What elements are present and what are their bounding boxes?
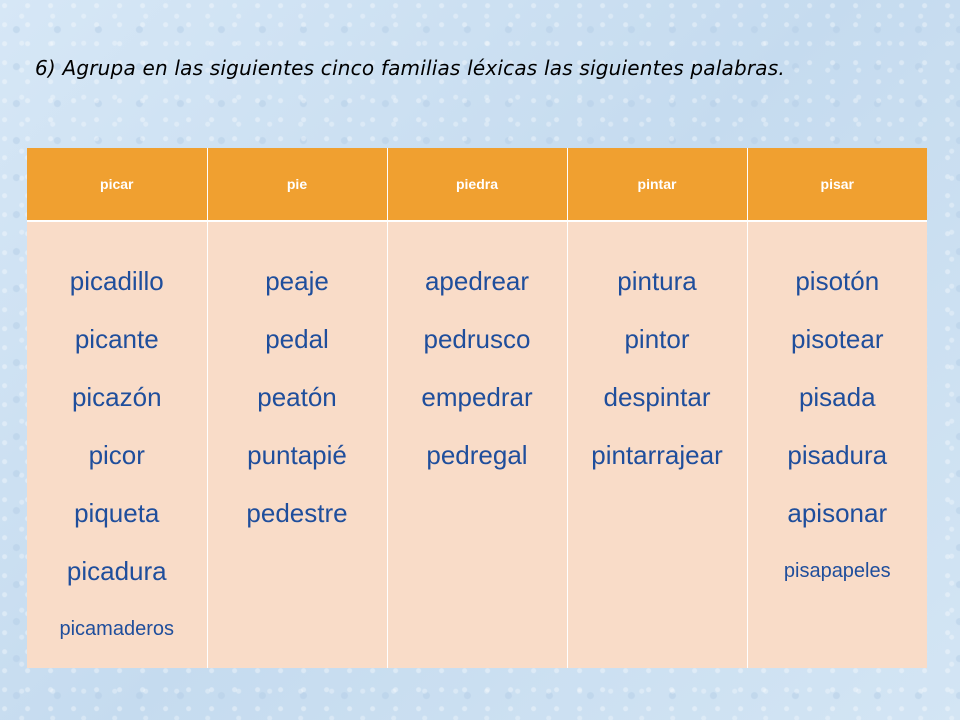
word-item: picamaderos: [59, 618, 174, 640]
header-pie: pie: [207, 148, 387, 221]
exercise-instruction: 6) Agrupa en las siguientes cinco familias léxicas las siguientes palabras.: [35, 56, 785, 80]
word-item: peaje: [265, 266, 329, 296]
column-picar: [27, 221, 207, 668]
word-item: apedrear: [424, 266, 530, 296]
column-pisar: [747, 221, 927, 668]
word-item: piqueta: [74, 498, 160, 528]
word-item: pisotón: [795, 266, 880, 296]
word-item: pisadura: [787, 440, 888, 470]
word-item: picante: [74, 324, 159, 354]
header-picar: picar: [27, 148, 207, 221]
word-item: pintor: [624, 324, 690, 354]
word-item: apisonar: [787, 498, 888, 528]
word-item: pintarrajear: [591, 440, 723, 470]
word-item: picadillo: [69, 266, 164, 296]
word-item: picadura: [66, 556, 167, 586]
column-pie: [207, 221, 387, 668]
word-item: pedrusco: [423, 324, 531, 354]
word-item: pedestre: [246, 498, 348, 528]
lexical-families-table: [27, 148, 927, 668]
column-pintar: [567, 221, 747, 668]
table-body-row: [27, 221, 927, 668]
word-item: pisotear: [791, 324, 884, 354]
word-item: despintar: [603, 382, 711, 412]
word-item: pintura: [617, 266, 697, 296]
word-item: pisapapeles: [783, 560, 891, 582]
word-item: empedrar: [421, 382, 533, 412]
word-item: pedal: [265, 324, 329, 354]
word-item: puntapié: [247, 440, 347, 470]
word-item: peatón: [257, 382, 337, 412]
word-item: picor: [88, 440, 145, 470]
header-piedra: piedra: [387, 148, 567, 221]
header-pintar: pintar: [567, 148, 747, 221]
header-pisar: pisar: [747, 148, 927, 221]
column-piedra: [387, 221, 567, 668]
word-item: picazón: [71, 382, 162, 412]
table-header-row: [27, 148, 927, 221]
word-item: pisada: [798, 382, 876, 412]
word-item: pedregal: [426, 440, 528, 470]
